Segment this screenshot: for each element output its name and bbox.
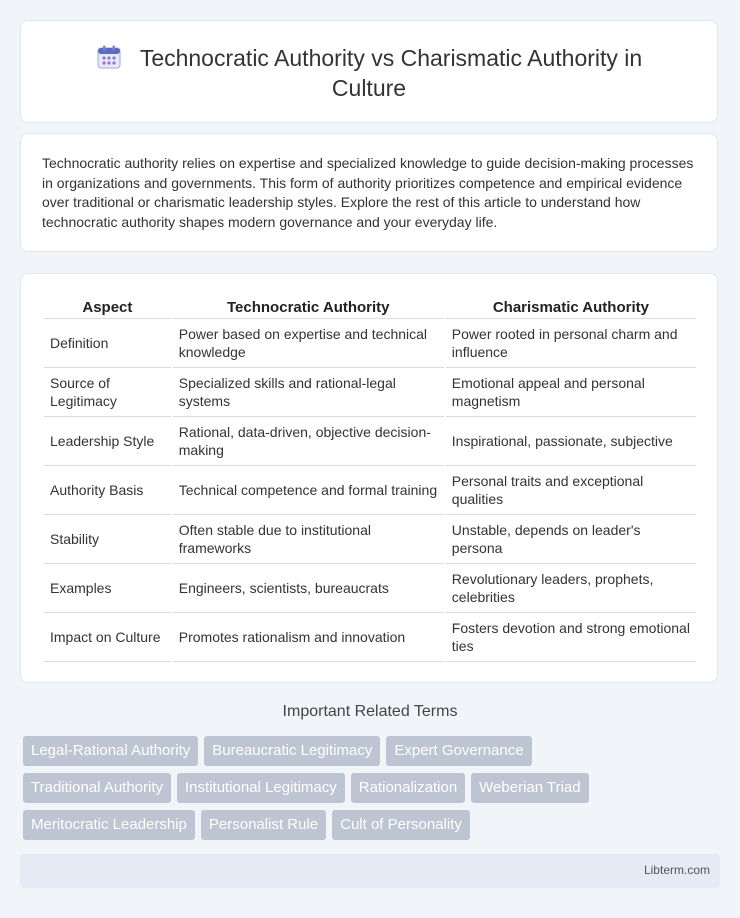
header-aspect: Aspect [44,294,171,319]
header-card [20,20,718,123]
cell-charismatic: Power rooted in personal charm and influence [446,319,696,368]
tag-link[interactable]: Bureaucratic Legitimacy [204,736,380,766]
tag-link[interactable]: Weberian Triad [471,773,588,803]
footer [20,854,720,888]
cell-aspect: Examples [44,564,171,613]
table-row [44,466,696,515]
table-row [44,417,696,466]
table-header-row [44,294,696,319]
cell-technocratic: Often stable due to institutional frameworks [173,515,444,564]
cell-charismatic: Personal traits and exceptional qualities [446,466,696,515]
intro-text: Technocratic authority relies on expertise and specialized knowledge to guide decision-making processes in organizations and governments. This form of authority prioritizes competence and empirical evidence over traditional or charismatic leadership styles. Explore the rest of this article to understand how technocratic authority shapes modern governance and your everyday life. [42,155,694,230]
calendar-icon [96,44,122,70]
tag-link[interactable]: Meritocratic Leadership [23,810,195,840]
cell-charismatic: Fosters devotion and strong emotional ties [446,613,696,662]
table-row [44,564,696,613]
footer-site-link[interactable]: Libterm.com [643,863,710,877]
cell-technocratic: Technical competence and formal training [173,466,444,515]
cell-aspect: Authority Basis [44,466,171,515]
intro-card [20,133,718,252]
related-terms-list [23,736,723,847]
header-charismatic: Charismatic Authority [446,294,696,319]
page-title [21,43,717,103]
tag-row [23,736,723,766]
table-row [44,613,696,662]
tag-row [23,810,723,840]
tag-link[interactable]: Cult of Personality [332,810,470,840]
tag-link[interactable]: Personalist Rule [201,810,326,840]
cell-technocratic: Engineers, scientists, bureaucrats [173,564,444,613]
header-technocratic: Technocratic Authority [173,294,444,319]
cell-aspect: Source of Legitimacy [44,368,171,417]
table-row [44,515,696,564]
cell-technocratic: Promotes rationalism and innovation [173,613,444,662]
comparison-card [20,273,718,683]
table-row [44,368,696,417]
cell-aspect: Definition [44,319,171,368]
cell-technocratic: Specialized skills and rational-legal systems [173,368,444,417]
tag-link[interactable]: Expert Governance [386,736,531,766]
comparison-table [42,294,698,662]
cell-charismatic: Inspirational, passionate, subjective [446,417,696,466]
table-row [44,319,696,368]
cell-charismatic: Emotional appeal and personal magnetism [446,368,696,417]
tag-link[interactable]: Institutional Legitimacy [177,773,345,803]
tag-link[interactable]: Legal-Rational Authority [23,736,198,766]
cell-charismatic: Revolutionary leaders, prophets, celebrities [446,564,696,613]
cell-charismatic: Unstable, depends on leader's persona [446,515,696,564]
tag-link[interactable]: Traditional Authority [23,773,171,803]
title-line-2: Culture [331,75,407,101]
cell-technocratic: Power based on expertise and technical knowledge [173,319,444,368]
cell-technocratic: Rational, data-driven, objective decision-making [173,417,444,466]
cell-aspect: Leadership Style [44,417,171,466]
tag-link[interactable]: Rationalization [351,773,465,803]
cell-aspect: Stability [44,515,171,564]
related-terms-title: Important Related Terms [282,703,458,720]
cell-aspect: Impact on Culture [44,613,171,662]
tag-row [23,773,723,803]
title-line-1: Technocratic Authority vs Charismatic Authority in [139,45,643,71]
